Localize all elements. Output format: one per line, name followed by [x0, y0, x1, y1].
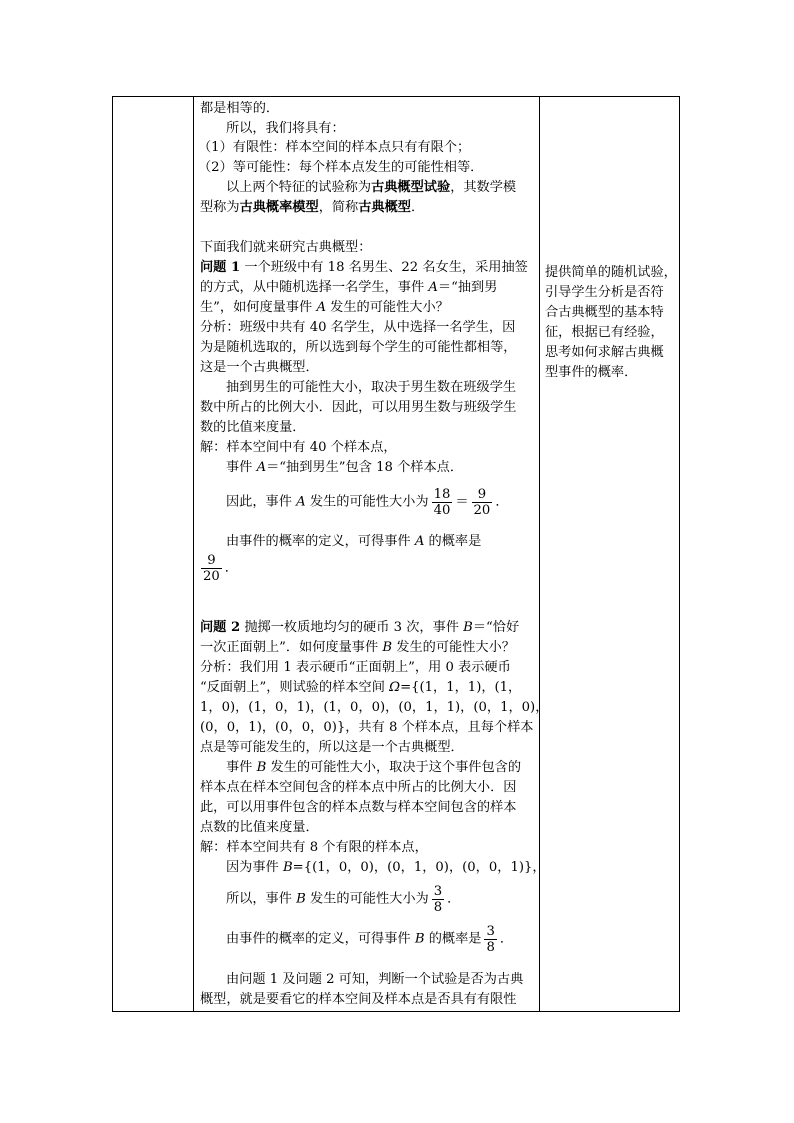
- text-line: 以上两个特征的试验称为古典概型试验，其数学模: [226, 180, 517, 195]
- text-line: 样本点在样本空间包含的样本点中所占的比例大小．因: [200, 780, 517, 795]
- text-line: 点是等可能发生的，所以这是一个古典概型．: [200, 740, 464, 755]
- fraction-9-20: $\frac{9}{20}$: [473, 487, 491, 518]
- text-line: 都是相等的．: [200, 101, 280, 116]
- fraction-line: 因此，事件 A 发生的可能性大小为 $\frac{18}{40}$ ＝ $\frac{9}{20}$ ．: [226, 487, 509, 518]
- text-line: 型称为古典概率模型，简称古典概型．: [200, 200, 425, 215]
- fraction-line: $\frac{9}{20}$ ．: [203, 553, 238, 584]
- text-line: 为是随机选取的，所以选到每个学生的可能性都相等，: [200, 340, 517, 355]
- fraction-line: 由事件的概率的定义，可得事件 B 的概率是 $\frac{3}{8}$ ．: [226, 924, 514, 955]
- fraction-9-20: $\frac{9}{20}$: [203, 553, 220, 584]
- text-line: 解：样本空间中有 40 个样本点，: [200, 440, 397, 455]
- text-line: （2）等可能性：每个样本点发生的可能性相等．: [198, 160, 484, 175]
- text-line: 数的比值来度量．: [200, 420, 306, 435]
- text-line: 事件 B 发生的可能性大小，取决于这个事件包含的: [226, 760, 522, 775]
- note-line: 型事件的概率．: [545, 365, 638, 380]
- column-divider-left: [193, 97, 194, 1011]
- note-line: 思考如何求解古典概: [545, 345, 664, 360]
- text-line: 抽到男生的可能性大小，取决于男生数在班级学生: [226, 380, 517, 395]
- text-line: 点数的比值来度量．: [200, 820, 319, 835]
- lesson-table: [112, 96, 680, 1012]
- problem-2-heading: 问题 2 抛掷一枚质地均匀的硬币 3 次，事件 B＝“恰好: [200, 620, 520, 635]
- text-line: 概型，就是要看它的样本空间及样本点是否具有有限性: [200, 992, 517, 1007]
- text-line: 分析：我们用 1 表示硬币“正面朝上”，用 0 表示硬币: [200, 660, 511, 675]
- text-line: 此，可以用事件包含的样本点数与样本空间包含的样本: [200, 800, 517, 815]
- text-line: 生”，如何度量事件 A 发生的可能性大小？: [200, 300, 449, 315]
- text-line: 解：样本空间共有 8 个有限的样本点，: [200, 840, 428, 855]
- text-line: 所以，我们将具有：: [226, 121, 345, 136]
- text-line: (0，0，1)，(0，0，0)}，共有 8 个样本点，且每个样本: [200, 720, 534, 735]
- fraction-3-8: $\frac{3}{8}$: [486, 924, 495, 955]
- note-line: 引导学生分析是否符: [545, 285, 664, 300]
- text-line: 数中所占的比例大小．因此，可以用男生数与班级学生: [200, 400, 517, 415]
- note-line: 征，根据已有经验，: [545, 325, 664, 340]
- text-line: “反面朝上”，则试验的样本空间 Ω={(1，1，1)，(1，: [200, 680, 522, 695]
- text-line: （1）有限性：样本空间的样本点只有有限个；: [198, 140, 471, 155]
- text-line: 1，0)，(1，0，1)，(1，0，0)，(0，1，1)，(0，1，0)，: [200, 700, 549, 715]
- text-line: 一次正面朝上”．如何度量事件 B 发生的可能性大小？: [200, 640, 515, 655]
- note-line: 提供简单的随机试验，: [545, 265, 677, 280]
- text-line: 的方式，从中随机选择一名学生，事件 A＝“抽到男: [200, 280, 498, 295]
- text-line: 分析：班级中共有 40 名学生，从中选择一名学生，因: [200, 320, 516, 335]
- text-line: 下面我们就来研究古典概型：: [200, 240, 372, 255]
- fraction-18-40: $\frac{18}{40}$: [433, 487, 451, 518]
- fraction-3-8: $\frac{3}{8}$: [433, 884, 443, 915]
- text-line: 因为事件 B={(1，0，0)，(0，1，0)，(0，0，1)}，: [226, 860, 546, 875]
- text-line: 由事件的概率的定义，可得事件 A 的概率是: [226, 534, 482, 549]
- text-line: 这是一个古典概型．: [200, 360, 319, 375]
- text-line: 由问题 1 及问题 2 可知，判断一个试验是否为古典: [226, 972, 524, 987]
- text-line: 事件 A＝“抽到男生”包含 18 个样本点．: [226, 460, 464, 475]
- fraction-line: 所以，事件 B 发生的可能性大小为 $\frac{3}{8}$ ．: [226, 884, 461, 915]
- problem-1-heading: 问题 1 一个班级中有 18 名男生、22 名女生，采用抽签: [200, 260, 528, 275]
- note-line: 合古典概型的基本特: [545, 305, 664, 320]
